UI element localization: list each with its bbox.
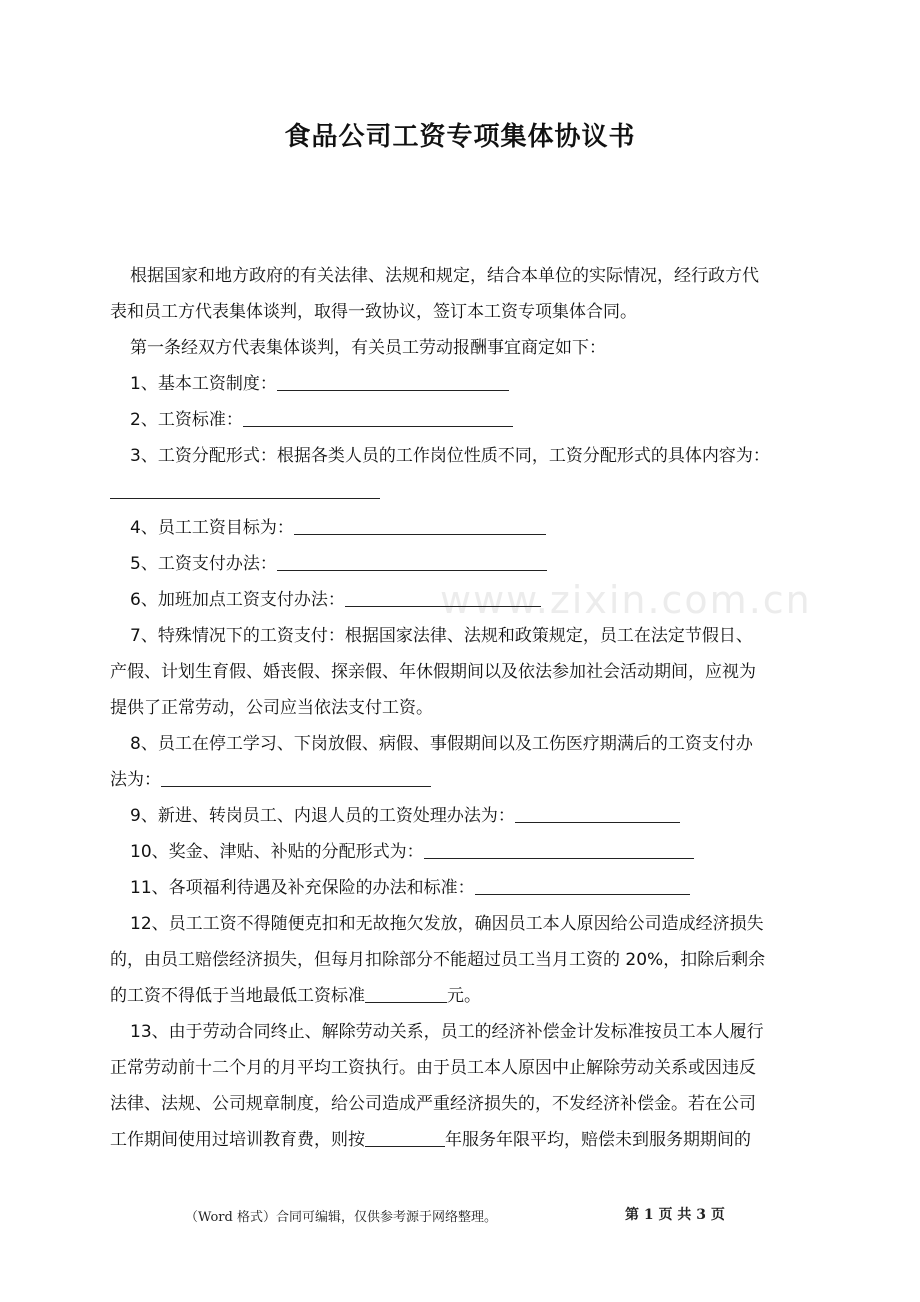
item-7-line-2: 产假、计划生育假、婚丧假、探亲假、年休假期间以及依法参加社会活动期间，应视为 [110, 662, 756, 682]
item-12-line-3 [110, 978, 825, 1014]
fill-blank-9[interactable] [515, 800, 680, 823]
item-9-text: 9、新进、转岗员工、内退人员的工资处理办法为： [130, 806, 515, 826]
fill-blank-11[interactable] [475, 872, 690, 895]
item-13-line-2: 正常劳动前十二个月的月平均工资执行。由于员工本人原因中止解除劳动关系或因违反 [110, 1058, 756, 1078]
item-12-line-1: 12、员工工资不得随便克扣和无故拖欠发放，确因员工本人原因给公司造成经济损失 [130, 914, 764, 934]
item-10-text: 10、奖金、津贴、补贴的分配形式为： [130, 842, 424, 862]
item-13-text-b: 年服务年限平均，赔偿未到服务期期间的 [445, 1130, 751, 1150]
fill-blank-4[interactable] [294, 512, 546, 535]
item-13-line-4 [110, 1122, 825, 1158]
item-12-text-b: 元。 [447, 986, 481, 1006]
item-12-text-a: 的工资不得低于当地最低工资标准 [110, 986, 365, 1006]
fill-blank-2[interactable] [243, 404, 513, 427]
item-1-text: 1、基本工资制度： [130, 374, 277, 394]
fill-blank-13[interactable] [365, 1124, 445, 1147]
watermark: www.zixin.com.cn [440, 578, 812, 622]
item-11-text: 11、各项福利待遇及补充保险的办法和标准： [130, 878, 475, 898]
article-1: 第一条经双方代表集体谈判，有关员工劳动报酬事宜商定如下： [130, 338, 606, 358]
fill-blank-5[interactable] [277, 548, 547, 571]
footer-note: （Word 格式）合同可编辑，仅供参考源于网络整理。 [185, 1210, 497, 1225]
item-6-text: 6、加班加点工资支付办法： [130, 590, 345, 610]
item-4 [110, 510, 825, 546]
item-6 [110, 582, 825, 618]
document-title: 食品公司工资专项集体协议书 [284, 122, 636, 152]
fill-blank-3[interactable] [110, 476, 380, 499]
fill-blank-10[interactable] [424, 836, 694, 859]
item-2-text: 2、工资标准： [130, 410, 243, 430]
item-9 [110, 798, 825, 834]
item-8-text: 法为： [110, 770, 161, 790]
item-13-text-a: 工作期间使用过培训教育费，则按 [110, 1130, 365, 1150]
paragraph-intro-line-2: 表和员工方代表集体谈判，取得一致协议，签订本工资专项集体合同。 [110, 302, 637, 322]
item-3-blank-line [110, 474, 825, 510]
item-4-text: 4、员工工资目标为： [130, 518, 294, 538]
item-8-line-2 [110, 762, 825, 798]
document-body [110, 258, 825, 1158]
item-13-line-1: 13、由于劳动合同终止、解除劳动关系，员工的经济补偿金计发标准按员工本人履行 [130, 1022, 764, 1042]
item-12-line-2: 的，由员工赔偿经济损失，但每月扣除部分不能超过员工当月工资的 20%，扣除后剩余 [110, 950, 766, 970]
item-2 [110, 402, 825, 438]
item-5-text: 5、工资支付办法： [130, 554, 277, 574]
item-3: 3、工资分配形式：根据各类人员的工作岗位性质不同，工资分配形式的具体内容为： [130, 446, 770, 466]
item-7-line-3: 提供了正常劳动，公司应当依法支付工资。 [110, 698, 433, 718]
item-13-line-3: 法律、法规、公司规章制度，给公司造成严重经济损失的，不发经济补偿金。若在公司 [110, 1094, 756, 1114]
paragraph-intro-line-1: 根据国家和地方政府的有关法律、法规和规定，结合本单位的实际情况，经行政方代 [130, 266, 759, 286]
fill-blank-1[interactable] [277, 368, 509, 391]
item-1 [110, 366, 825, 402]
fill-blank-12[interactable] [365, 980, 447, 1003]
page-number: 第 1 页 共 3 页 [625, 1207, 725, 1223]
item-5 [110, 546, 825, 582]
item-8-line-1: 8、员工在停工学习、下岗放假、病假、事假期间以及工伤医疗期满后的工资支付办 [130, 734, 753, 754]
fill-blank-6[interactable] [345, 584, 541, 607]
item-7-line-1: 7、特殊情况下的工资支付：根据国家法律、法规和政策规定，员工在法定节假日、 [130, 626, 753, 646]
item-11 [110, 870, 825, 906]
item-10 [110, 834, 825, 870]
fill-blank-8[interactable] [161, 764, 431, 787]
